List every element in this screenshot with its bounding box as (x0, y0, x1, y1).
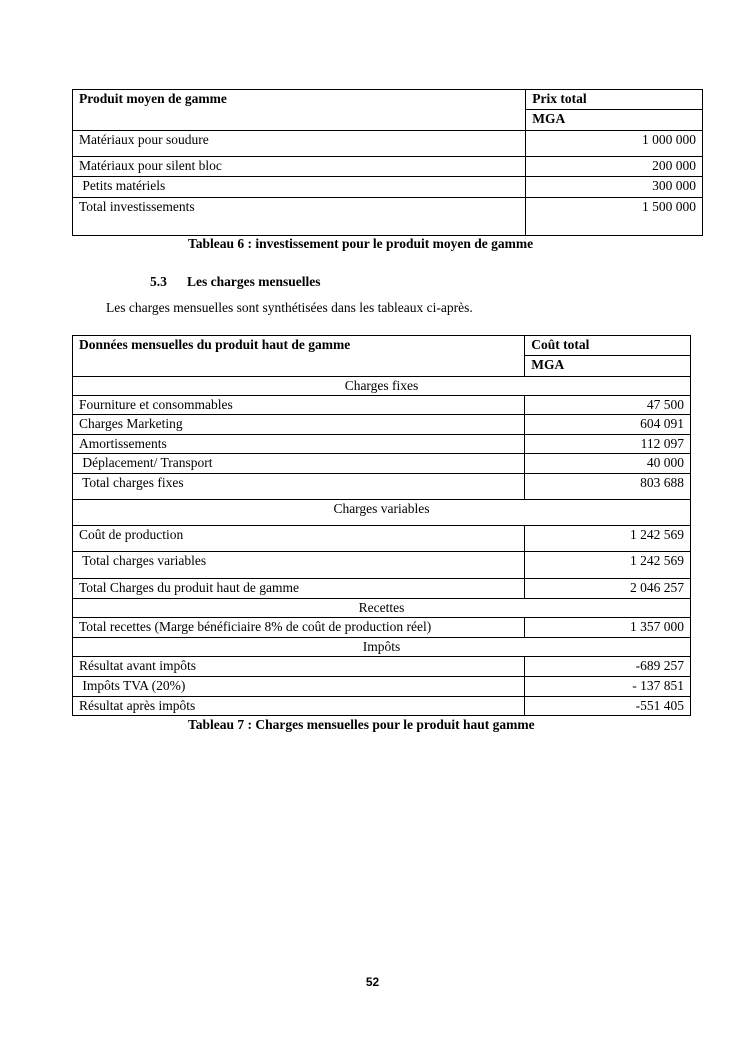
table-row (73, 396, 691, 415)
row-value: 40 000 (525, 454, 691, 474)
row-value: 1 357 000 (525, 618, 691, 638)
row-value: 1 242 569 (525, 552, 691, 579)
row-value: - 137 851 (525, 677, 691, 697)
table-row (73, 677, 691, 697)
table-7-caption: Tableau 7 : Charges mensuelles pour le produit haut gamme (188, 717, 535, 732)
table-7-header-cost: Coût total (525, 336, 691, 356)
row-label: Coût de production (73, 526, 525, 552)
row-value: -689 257 (525, 657, 691, 677)
table-6-caption: Tableau 6 : investissement pour le produit moyen de gamme (188, 236, 534, 251)
section-intro: Les charges mensuelles sont synthétisées dans les tableaux ci-après. (106, 300, 473, 315)
row-value: 604 091 (525, 415, 691, 435)
row-label: Impôts TVA (20%) (73, 677, 525, 697)
section-title: Les charges mensuelles (187, 274, 321, 289)
table-7-header-label: Données mensuelles du produit haut de gamme (73, 336, 525, 377)
row-label: Petits matériels (73, 177, 526, 198)
row-label: Total charges variables (73, 552, 525, 579)
table-row (73, 415, 691, 435)
row-label: Amortissements (73, 435, 525, 454)
row-value: 47 500 (525, 396, 691, 415)
row-label: Matériaux pour soudure (73, 131, 526, 157)
section-number: 5.3 (150, 274, 167, 289)
table-7 (72, 335, 691, 716)
table-row (73, 526, 691, 552)
table-row (73, 474, 691, 500)
row-label: Total investissements (73, 198, 526, 236)
row-value: -551 405 (525, 697, 691, 716)
table-6-header-price: Prix total (526, 90, 703, 110)
row-value: 1 000 000 (526, 131, 703, 157)
page-number: 52 (365, 975, 380, 989)
table-row (73, 697, 691, 716)
section-row-impots: Impôts (73, 638, 691, 657)
table-7-header-unit: MGA (525, 356, 691, 377)
table-row (73, 131, 703, 157)
table-row (73, 198, 703, 236)
table-6-header-label: Produit moyen de gamme (73, 90, 526, 131)
row-label: Résultat après impôts (73, 697, 525, 716)
table-row (73, 157, 703, 177)
table-6-header-unit: MGA (526, 110, 703, 131)
row-label: Total Charges du produit haut de gamme (73, 579, 525, 599)
row-value: 300 000 (526, 177, 703, 198)
row-label: Total recettes (Marge bénéficiaire 8% de coût de production réel) (73, 618, 525, 638)
table-row (73, 552, 691, 579)
row-value: 1 500 000 (526, 198, 703, 236)
section-heading (150, 274, 320, 290)
table-row (73, 618, 691, 638)
table-6 (72, 89, 703, 236)
row-value: 2 046 257 (525, 579, 691, 599)
table-row (73, 435, 691, 454)
row-value: 200 000 (526, 157, 703, 177)
table-row (73, 657, 691, 677)
section-row-variable: Charges variables (73, 500, 691, 526)
row-label: Charges Marketing (73, 415, 525, 435)
table-row (73, 579, 691, 599)
row-label: Total charges fixes (73, 474, 525, 500)
table-row (73, 177, 703, 198)
row-label: Fourniture et consommables (73, 396, 525, 415)
section-row-fixed: Charges fixes (73, 377, 691, 396)
row-label: Déplacement/ Transport (73, 454, 525, 474)
table-row (73, 454, 691, 474)
row-label: Matériaux pour silent bloc (73, 157, 526, 177)
row-label: Résultat avant impôts (73, 657, 525, 677)
section-row-recettes: Recettes (73, 599, 691, 618)
row-value: 1 242 569 (525, 526, 691, 552)
row-value: 803 688 (525, 474, 691, 500)
row-value: 112 097 (525, 435, 691, 454)
